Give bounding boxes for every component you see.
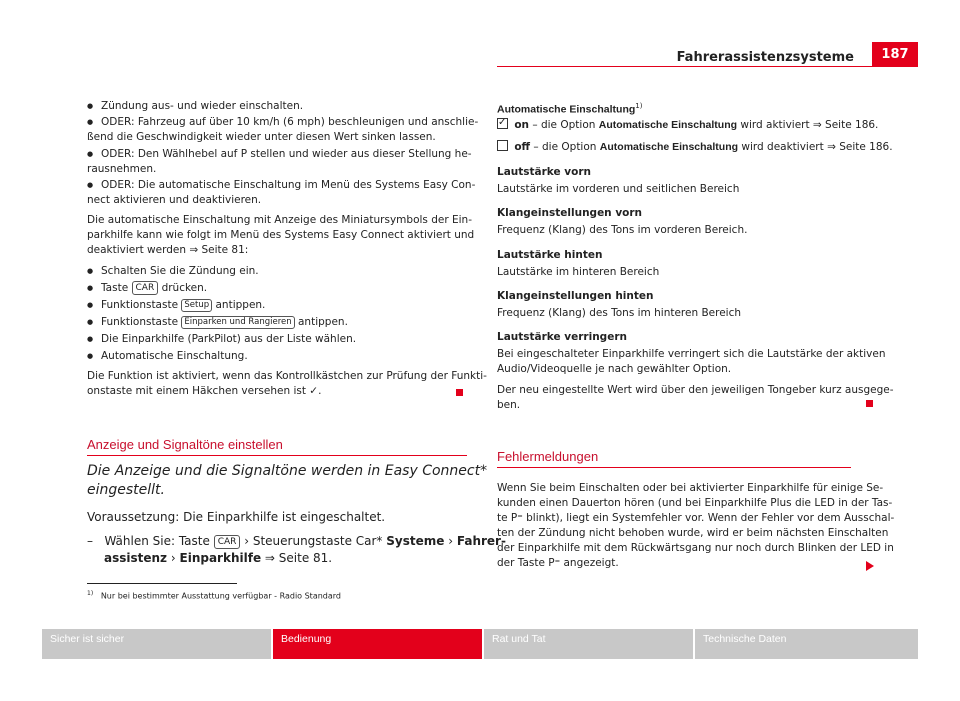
footer-tab-technik[interactable]: Technische Daten bbox=[695, 629, 918, 659]
checkbox-empty-icon bbox=[497, 140, 508, 151]
section-subtitle-line: Die Anzeige und die Signaltöne werden in Easy Connect* bbox=[87, 463, 488, 479]
prerequisite: Voraussetzung: Die Einparkhilfe ist eingeschaltet. bbox=[87, 510, 386, 524]
paragraph-line: te P⁼ blinkt), liegt ein Systemfehler vor. Wenn der Fehler vor dem Ausschal- bbox=[497, 512, 895, 524]
footer-tab-bedienung[interactable]: Bedienung bbox=[273, 629, 482, 659]
continue-arrow-icon bbox=[866, 561, 874, 571]
paragraph-line: Der neu eingestellte Wert wird über den jeweiligen Tongeber kurz ausgege- bbox=[497, 384, 894, 396]
bullet-continuation: rausnehmen. bbox=[87, 163, 157, 175]
step-item: ● Automatische Einschaltung. bbox=[87, 349, 248, 364]
bullet-item: ● ODER: Den Wählhebel auf P stellen und wieder aus dieser Stellung he- bbox=[87, 147, 481, 162]
checkbox-checked-icon bbox=[497, 118, 508, 129]
footer-tab-rat[interactable]: Rat und Tat bbox=[484, 629, 693, 659]
paragraph-line: ben. bbox=[497, 399, 521, 411]
paragraph-line: ten der Zündung nicht behoben wurde, wird er beim nächsten Einschalten bbox=[497, 527, 889, 539]
paragraph-line: Wenn Sie beim Einschalten oder bei aktivierter Einparkhilfe für einige Se- bbox=[497, 482, 884, 494]
option-title: Automatische Einschaltung$^{1)}$ bbox=[497, 102, 643, 116]
step-item: ● Die Einparkhilfe (ParkPilot) aus der Liste wählen. bbox=[87, 332, 356, 347]
option-on: ✓ on – die Option Automatische Einschaltung wird aktiviert ⇒ Seite 186. bbox=[497, 118, 878, 133]
section-rule bbox=[87, 455, 467, 456]
header-rule bbox=[497, 66, 918, 67]
parking-key: Einparken und Rangieren bbox=[181, 316, 294, 329]
bullet-item: ● Zündung aus- und wieder einschalten. bbox=[87, 99, 481, 114]
item-text: Bei eingeschalteter Einparkhilfe verringert sich die Lautstärke der aktiven bbox=[497, 348, 886, 360]
item-text: Lautstärke im vorderen und seitlichen Bereich bbox=[497, 183, 740, 195]
paragraph-line: deaktiviert werden ⇒ Seite 81: bbox=[87, 244, 249, 256]
step-item: ● Taste CAR drücken. bbox=[87, 281, 207, 296]
item-title: Lautstärke verringern bbox=[497, 331, 627, 343]
item-text: Frequenz (Klang) des Tons im hinteren Bereich bbox=[497, 307, 742, 319]
car-key: CAR bbox=[132, 281, 159, 295]
step-item: ● Funktionstaste Einparken und Rangieren antippen. bbox=[87, 315, 348, 330]
section-heading: Anzeige und Signaltöne einstellen bbox=[87, 437, 283, 452]
bullet-continuation: nect aktivieren und deaktivieren. bbox=[87, 194, 262, 206]
section-end-marker bbox=[866, 400, 873, 407]
item-title: Klangeinstellungen vorn bbox=[497, 207, 643, 219]
paragraph-line: parkhilfe kann wie folgt im Menü des Systems Easy Connect aktiviert und bbox=[87, 229, 475, 241]
paragraph-line: onstaste mit einem Häkchen versehen ist ✓. bbox=[87, 385, 322, 397]
item-title: Lautstärke hinten bbox=[497, 249, 603, 261]
section-heading: Fehlermeldungen bbox=[497, 449, 599, 464]
section-end-marker bbox=[456, 389, 463, 396]
bullet-continuation: ßend die Geschwindigkeit wieder unter diesen Wert sinken lassen. bbox=[87, 131, 436, 143]
setup-key: Setup bbox=[181, 299, 212, 312]
page-number: 187 bbox=[872, 42, 918, 66]
item-text: Frequenz (Klang) des Tons im vorderen Bereich. bbox=[497, 224, 748, 236]
step-item: ● Funktionstaste Setup antippen. bbox=[87, 298, 265, 313]
step-item: ● Schalten Sie die Zündung ein. bbox=[87, 264, 259, 279]
section-rule bbox=[497, 467, 851, 468]
procedure-step-continuation: assistenz › Einparkhilfe ⇒ Seite 81. bbox=[104, 551, 333, 565]
car-key: CAR bbox=[214, 535, 241, 549]
section-subtitle-line: eingestellt. bbox=[87, 482, 165, 498]
item-text: Lautstärke im hinteren Bereich bbox=[497, 266, 660, 278]
paragraph-line: Die Funktion ist aktiviert, wenn das Kontrollkästchen zur Prüfung der Funkti- bbox=[87, 370, 487, 382]
footer-tab-sicher[interactable]: Sicher ist sicher bbox=[42, 629, 271, 659]
paragraph-line: der Einparkhilfe mit dem Rückwärtsgang nur noch durch Blinken der LED in bbox=[497, 542, 894, 554]
paragraph-line: kunden einen Dauerton hören (und bei Einparkhilfe Plus die LED in der Tas- bbox=[497, 497, 893, 509]
footnote-rule bbox=[87, 583, 237, 584]
paragraph-line: der Taste P⁼ angezeigt. bbox=[497, 557, 619, 569]
running-header-title: Fahrerassistenzsysteme bbox=[676, 50, 854, 65]
option-off: off – die Option Automatische Einschaltung wird deaktiviert ⇒ Seite 186. bbox=[497, 140, 893, 155]
item-title: Lautstärke vorn bbox=[497, 166, 591, 178]
item-text: Audio/Videoquelle je nach gewählter Option. bbox=[497, 363, 732, 375]
bullet-item: ● ODER: Die automatische Einschaltung im Menü des Systems Easy Con- bbox=[87, 178, 481, 193]
paragraph-line: Die automatische Einschaltung mit Anzeige des Miniatursymbols der Ein- bbox=[87, 214, 473, 226]
footnote: $^{1)}$ Nur bei bestimmter Ausstattung verfügbar - Radio Standard bbox=[87, 590, 341, 601]
item-title: Klangeinstellungen hinten bbox=[497, 290, 654, 302]
bullet-item: ● ODER: Fahrzeug auf über 10 km/h (6 mph) beschleunigen und anschlie- bbox=[87, 115, 481, 130]
procedure-step: – Wählen Sie: Taste CAR › Steuerungstaste Car* Systeme › Fahrer- bbox=[87, 534, 506, 548]
